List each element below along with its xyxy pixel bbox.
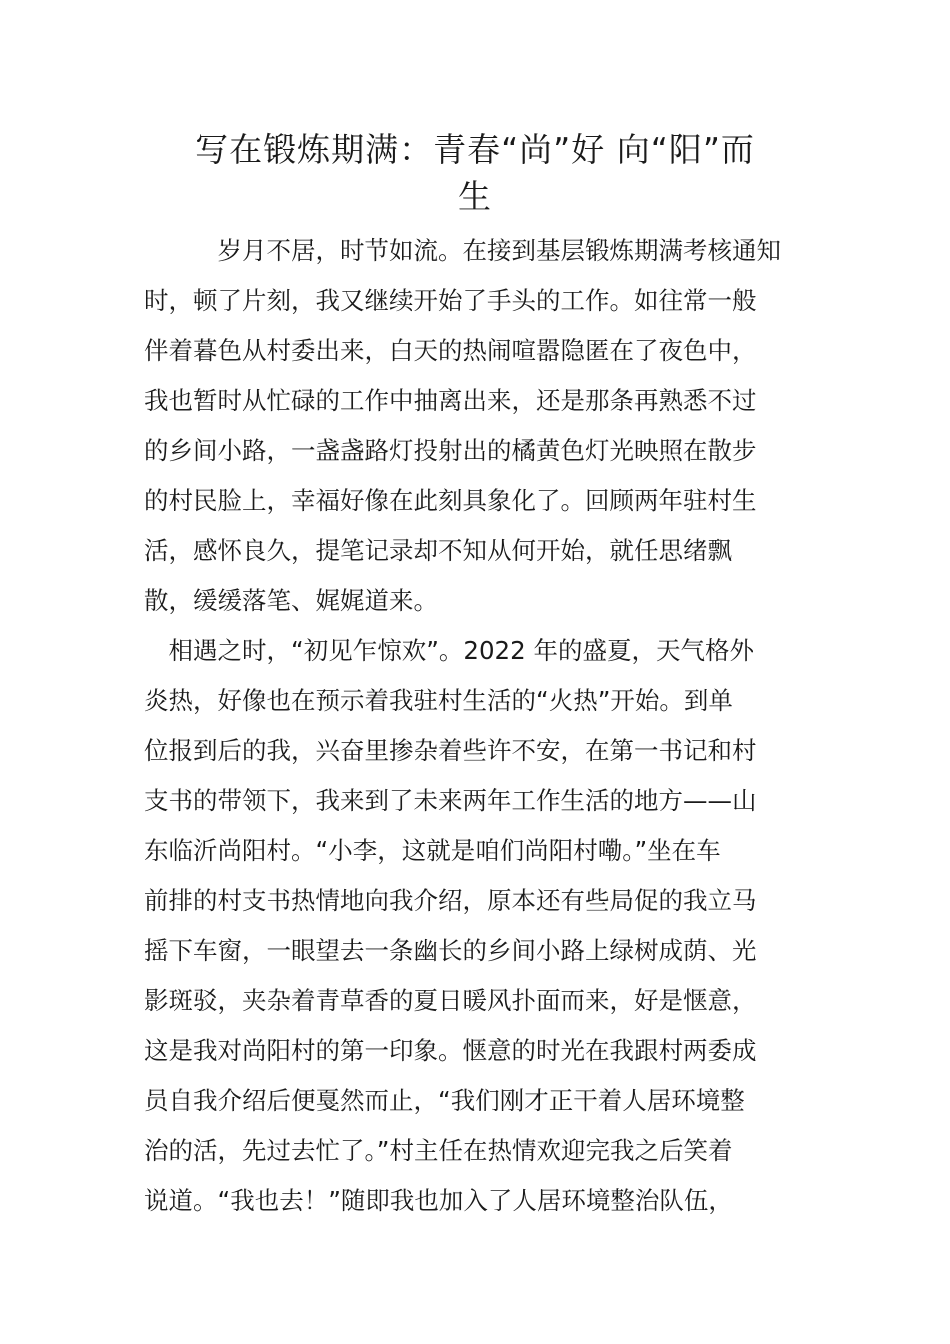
body-line: 时，顿了片刻，我又继续开始了手头的工作。如往常一般 bbox=[144, 286, 757, 315]
body-line: 说道。“我也去！”随即我也加入了人居环境整治队伍， bbox=[144, 1186, 733, 1215]
title-line-2: 生 bbox=[458, 177, 492, 216]
body-line: 的村民脸上，幸福好像在此刻具象化了。回顾两年驻村生 bbox=[144, 486, 757, 515]
body-line: 员自我介绍后便戛然而止，“我们刚才正干着人居环境整 bbox=[144, 1086, 745, 1115]
title-line-1: 写在锻炼期满：青春“尚”好 向“阳”而 bbox=[195, 130, 755, 169]
body-line: 散，缓缓落笔、娓娓道来。 bbox=[144, 586, 438, 615]
body-line: 的乡间小路，一盏盏路灯投射出的橘黄色灯光映照在散步 bbox=[144, 436, 757, 465]
body-line: 活，感怀良久，提笔记录却不知从何开始，就任思绪飘 bbox=[144, 536, 732, 565]
document-title bbox=[140, 126, 810, 220]
body-line: 这是我对尚阳村的第一印象。惬意的时光在我跟村两委成 bbox=[144, 1036, 757, 1065]
body-line: 影斑驳，夹杂着青草香的夏日暖风扑面而来，好是惬意， bbox=[144, 986, 757, 1015]
body-line: 炎热，好像也在预示着我驻村生活的“火热”开始。到单 bbox=[144, 686, 733, 715]
body-line: 我也暂时从忙碌的工作中抽离出来，还是那条再熟悉不过 bbox=[144, 386, 757, 415]
body-line: 摇下车窗，一眼望去一条幽长的乡间小路上绿树成荫、光 bbox=[144, 936, 757, 965]
body-line: 岁月不居，时节如流。在接到基层锻炼期满考核通知 bbox=[144, 236, 781, 265]
body-line: 前排的村支书热情地向我介绍，原本还有些局促的我立马 bbox=[144, 886, 757, 915]
body-line: 位报到后的我，兴奋里掺杂着些许不安，在第一书记和村 bbox=[144, 736, 757, 765]
body-line: 支书的带领下，我来到了未来两年工作生活的地方——山 bbox=[144, 786, 757, 815]
body-line: 治的活，先过去忙了。”村主任在热情欢迎完我之后笑着 bbox=[144, 1136, 733, 1165]
body-line: 伴着暮色从村委出来，白天的热闹喧嚣隐匿在了夜色中， bbox=[144, 336, 757, 365]
body-line: 相遇之时，“初见乍惊欢”。2022 年的盛夏，天气格外 bbox=[144, 636, 755, 665]
body-line: 东临沂尚阳村。“小李，这就是咱们尚阳村嘞。”坐在车 bbox=[144, 836, 721, 865]
